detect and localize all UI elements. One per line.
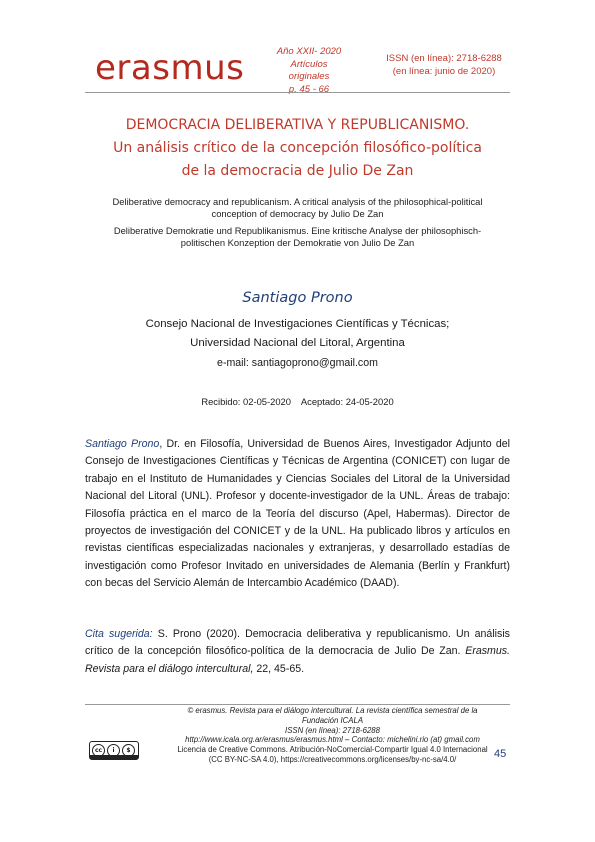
page-number: 45 xyxy=(494,748,507,760)
issue-section: Artículos originales xyxy=(288,58,330,82)
author-email[interactable]: e-mail: santiagoprono@gmail.com xyxy=(217,357,378,369)
footer-copyright: © erasmus. Revista para el diálogo intercultural. La revista científica semestral de la Fundación ICALA xyxy=(187,706,478,725)
footer xyxy=(140,706,525,765)
creative-commons-badge[interactable] xyxy=(89,741,139,760)
online-date: (en línea: junio de 2020) xyxy=(392,65,496,77)
cc-label-bar xyxy=(90,755,138,759)
suggested-citation xyxy=(85,626,510,678)
journal-logo: erasmus xyxy=(95,48,245,88)
author-affiliation-2: Universidad Nacional del Litoral, Argentina xyxy=(190,337,405,349)
nc-sa-icon: $ xyxy=(122,744,135,757)
issue-year: Año XXII- 2020 xyxy=(276,46,342,57)
footer-issn: ISSN (en línea): 2718-6288 xyxy=(285,725,380,735)
title-german: Deliberative Demokratie und Republikanismus. Eine kritische Analyse der philosophisch-politischen Konzeption der Demokratie von Julio De Zan xyxy=(113,225,482,248)
footer-license: Licencia de Creative Commons. Atribución-NoComercial-Compartir Igual 4.0 Internacional xyxy=(177,745,488,755)
author-name: Santiago Prono xyxy=(242,290,353,306)
title-line-2: Un análisis crítico de la concepción filosófico-política xyxy=(113,140,482,156)
bio-text: , Dr. en Filosofía, Universidad de Buenos Aires, Investigador Adjunto del Consejo de Investigaciones Científicas y Técnicas de Argentina (CONICET) con lugar de trabajo en el Instituto de Humanidades y Ciencias Sociales del Litoral de la Universidad Nacional del Litoral (UNL). Profesor y docente-investigador de la UNL. Áreas de trabajo: Filosofía práctica en el marco de la Teoría del discurso (Apel, Habermas). Director de proyectos de investigación del CONICET y de la UNL. Ha publicado libros y artículos en revistas científicas especializadas nacionales y extranjeras, y desarrollado estadías de investigación como Profesor Invitado en universidades de Alemania (Berlín y Frankfurt) con becas del Servicio Alemán de Intercambio Académico (DAAD). xyxy=(85,438,510,590)
issue-pages: p. 45 - 66 xyxy=(288,83,330,95)
footer-contact[interactable]: http://www.icala.org.ar/erasmus/erasmus.html – Contacto: michelini.rio (at) gmail.com xyxy=(185,735,480,745)
citation-text: S. Prono (2020). Democracia deliberativa y republicanismo. Un análisis crítico de la concepción filosófico-política de la democracia de Julio De Zan. xyxy=(85,628,510,658)
issue-info xyxy=(270,46,348,96)
bio-author-name: Santiago Prono xyxy=(85,438,160,450)
author-affiliation-1: Consejo Nacional de Investigaciones Científicas y Técnicas; xyxy=(145,318,450,330)
title-line-3: de la democracia de Julio De Zan xyxy=(181,163,414,179)
footer-license-url[interactable]: (CC BY-NC-SA 4.0), https://creativecommons.org/licenses/by-nc-sa/4.0/ xyxy=(208,754,457,764)
citation-label: Cita sugerida: xyxy=(85,628,153,640)
author-bio xyxy=(85,436,510,593)
issn-info xyxy=(380,53,508,78)
issn: ISSN (en línea): 2718-6288 xyxy=(386,53,502,64)
footer-rule xyxy=(85,704,510,705)
citation-journal: Erasmus. Revista para el diálogo intercultural, xyxy=(85,645,510,675)
title-line-1: DEMOCRACIA DELIBERATIVA Y REPUBLICANISMO. xyxy=(125,117,470,133)
article-title xyxy=(95,114,500,183)
title-english: Deliberative democracy and republicanism. A critical analysis of the philosophical-political conception of democracy by Julio De Zan xyxy=(112,196,483,219)
cc-icon: cc xyxy=(92,744,105,757)
header-rule xyxy=(85,92,510,93)
by-icon: i xyxy=(107,744,120,757)
citation-tail: 22, 45-65. xyxy=(253,662,305,675)
received-accepted-dates: Recibido: 02-05-2020 Aceptado: 24-05-2020 xyxy=(201,396,394,407)
